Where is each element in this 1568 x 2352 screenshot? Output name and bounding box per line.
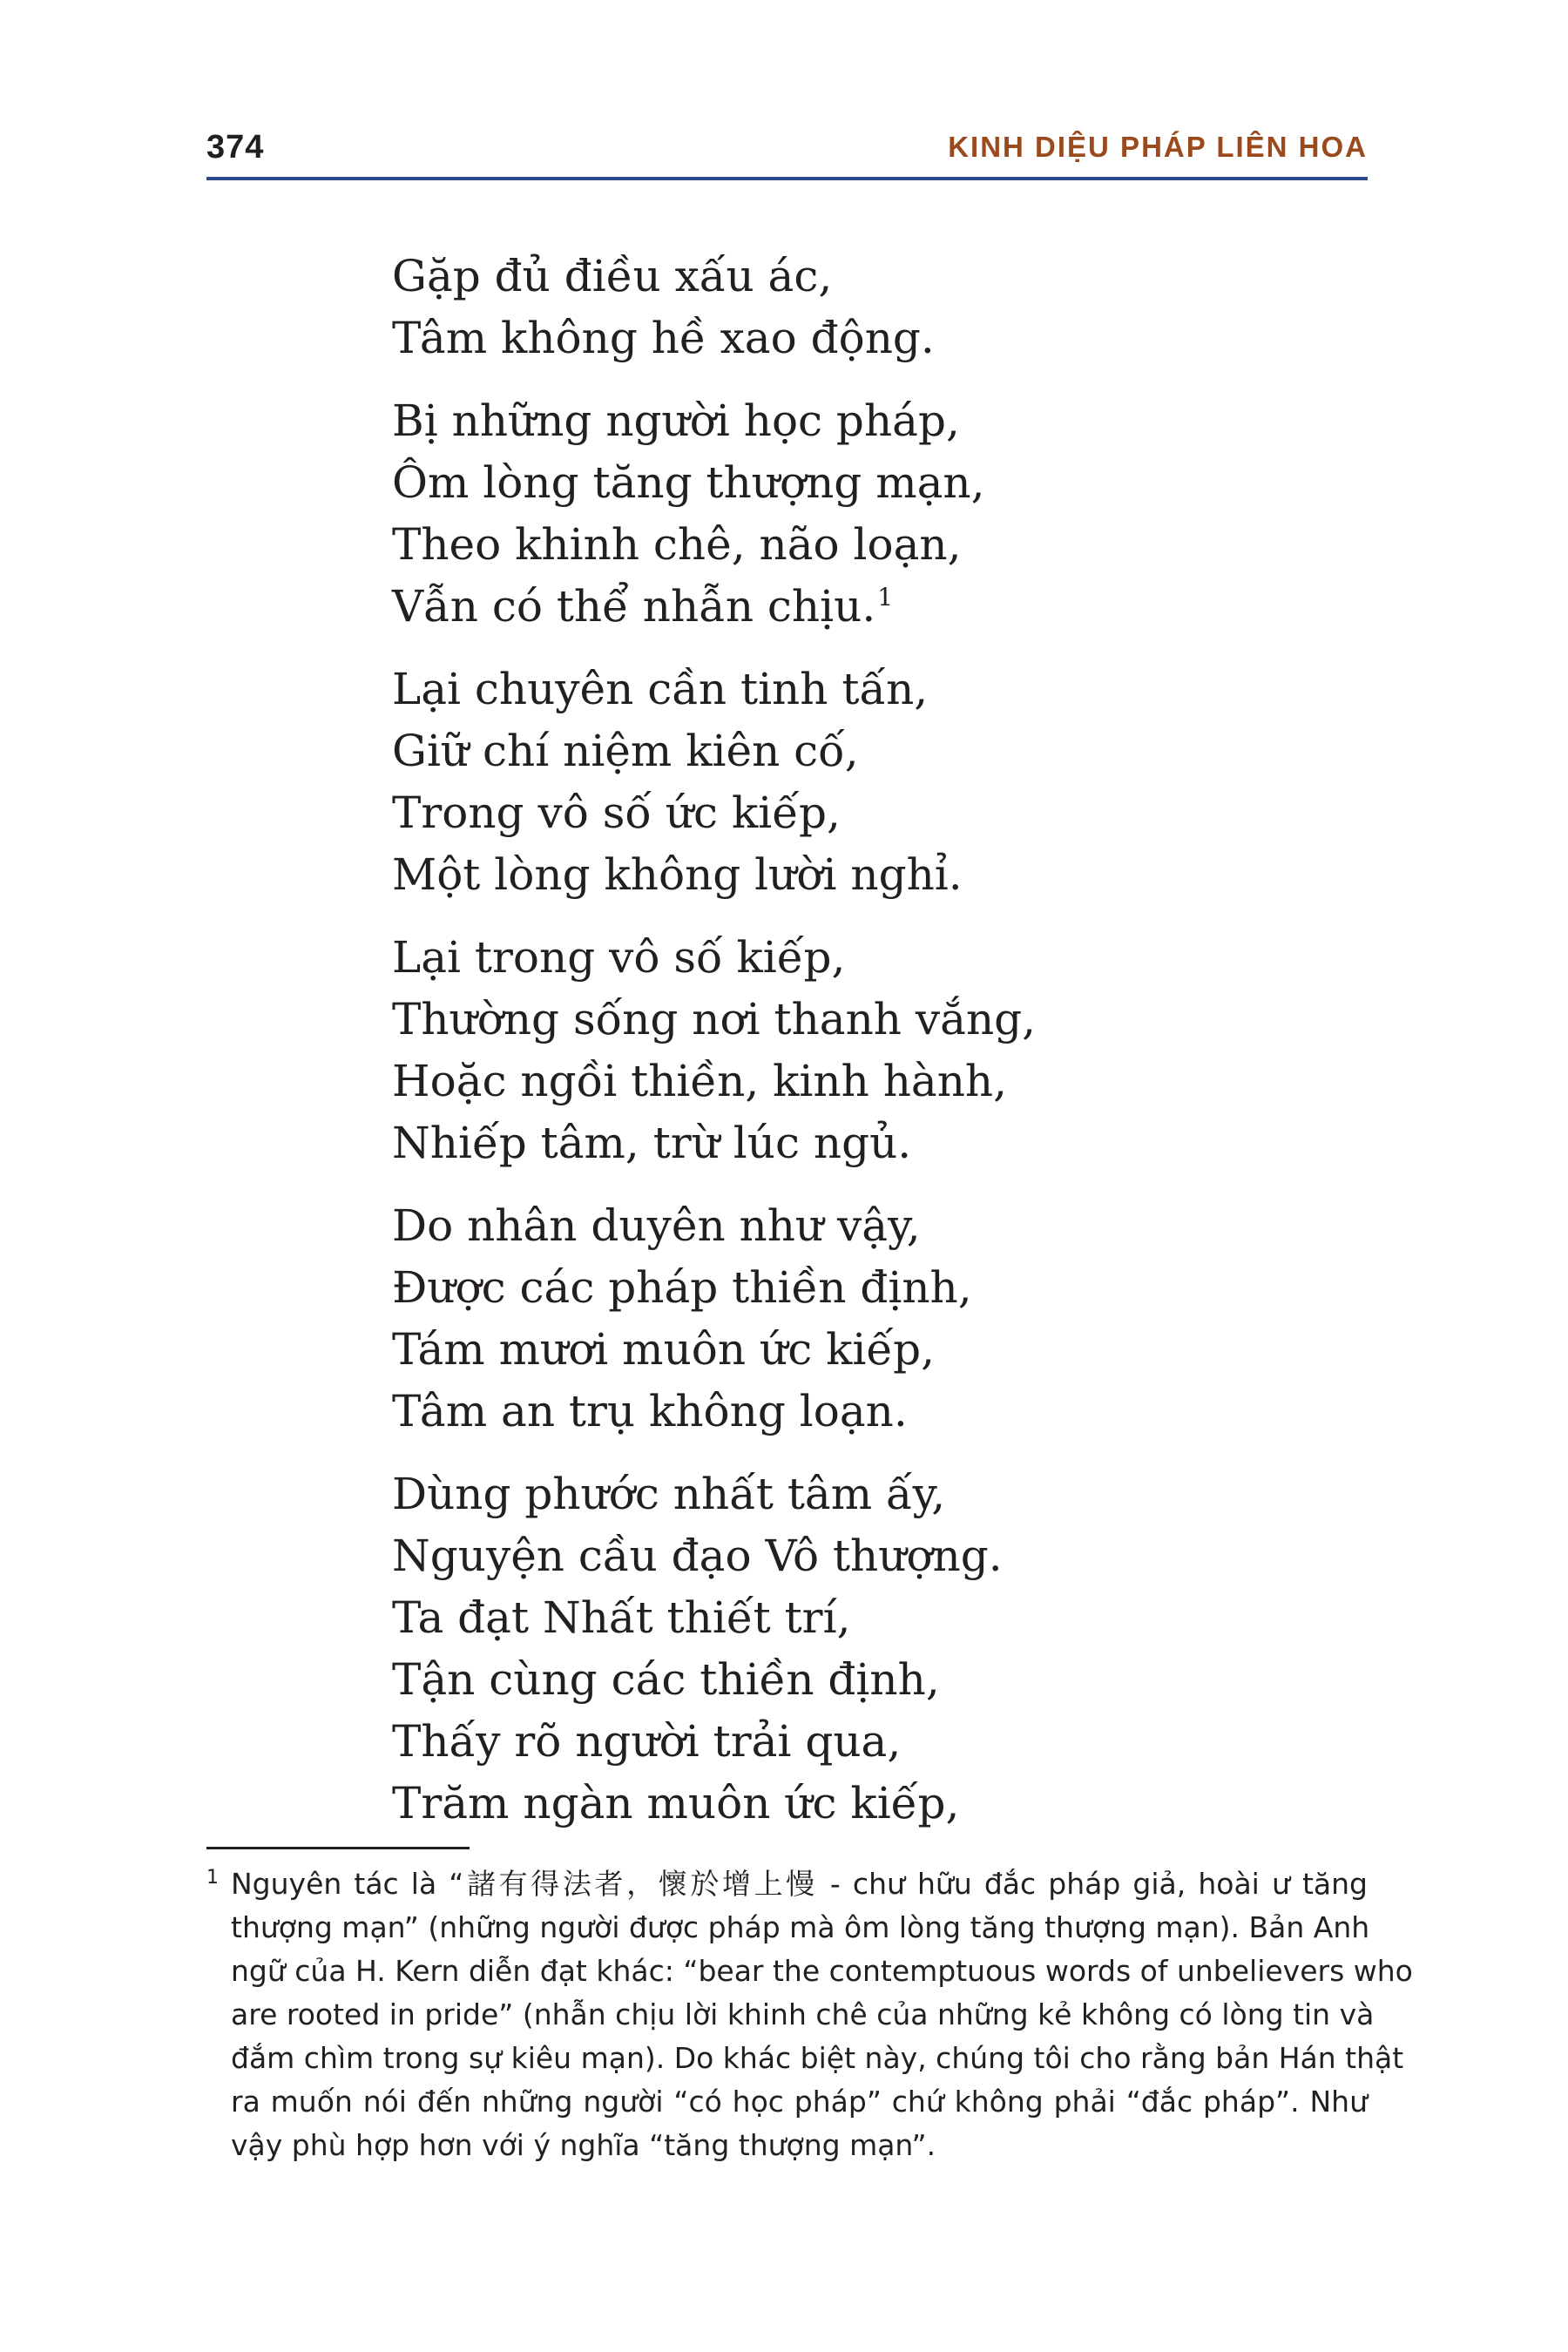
poem-line: Tận cùng các thiền định, [392, 1654, 940, 1705]
stanza [392, 927, 1350, 1174]
footnote-mark: 1 [206, 1867, 219, 1889]
poem-line: Một lòng không lười nghỉ. [392, 849, 963, 900]
poem [392, 246, 1350, 1855]
footnote-separator [206, 1847, 470, 1849]
poem-line: Tâm không hề xao động. [392, 313, 935, 363]
stanza [392, 1195, 1350, 1443]
poem-line: Tám mươi muôn ức kiếp, [392, 1324, 936, 1375]
poem-line: Ôm lòng tăng thượng mạn, [392, 457, 985, 508]
poem-line: Do nhân duyên như vậy, [392, 1200, 921, 1251]
footnote-reference[interactable]: 1 [877, 583, 894, 612]
poem-line: Được các pháp thiền định, [392, 1262, 972, 1313]
poem-line: Theo khinh chê, não loạn, [392, 519, 962, 570]
poem-line: Thường sống nơi thanh vắng, [392, 994, 1037, 1044]
running-title: KINH DIỆU PHÁP LIÊN HOA [948, 131, 1368, 163]
footnote [206, 1862, 1413, 2167]
footnote-line [206, 1862, 1368, 1906]
poem-line: Dùng phước nhất tâm ấy, [392, 1469, 946, 1519]
footnote-line: ra muốn nói đến những người “có học pháp” chứ không phải “đắc pháp”. Như [231, 2085, 1368, 2119]
stanza [392, 1463, 1350, 1835]
poem-line: Gặp đủ điều xấu ác, [392, 251, 833, 301]
poem-line: Lại chuyên cần tinh tấn, [392, 664, 929, 714]
page-number: 374 [206, 129, 265, 166]
poem-line: Lại trong vô số kiếp, [392, 932, 846, 983]
footnote-line: đắm chìm trong sự kiêu mạn). Do khác biệt này, chúng tôi cho rằng bản Hán thật [231, 2041, 1404, 2075]
footnote-line: ngữ của H. Kern diễn đạt khác: “bear the contemptuous words of unbelievers who [231, 1954, 1413, 1988]
poem-line: Thấy rõ người trải qua, [392, 1716, 902, 1767]
poem-line: Trăm ngàn muôn ức kiếp, [392, 1778, 960, 1828]
stanza [392, 246, 1350, 369]
poem-line: Nhiếp tâm, trừ lúc ngủ. [392, 1118, 912, 1168]
stanza [392, 659, 1350, 906]
poem-line: Bị những người học pháp, [392, 395, 960, 446]
stanza [392, 390, 1350, 638]
footnote-line: are rooted in pride” (nhẫn chịu lời khinh chê của những kẻ không có lòng tin và [231, 1997, 1375, 2031]
poem-line: Tâm an trụ không loạn. [392, 1386, 908, 1436]
poem-line: Ta đạt Nhất thiết trí, [392, 1592, 851, 1643]
footnote-line: vậy phù hợp hơn với ý nghĩa “tăng thượng mạn”. [231, 2128, 936, 2162]
footnote-text: Nguyên tác là “諸有得法者，懷於增上慢 - chư hữu đắc pháp giả, hoài ư tăng [231, 1867, 1368, 1901]
poem-line-text: Vẫn có thể nhẫn chịu. [392, 581, 876, 632]
header-rule [206, 177, 1368, 180]
footnote-line: thượng mạn” (những người được pháp mà ôm lòng tăng thượng mạn). Bản Anh [231, 1910, 1370, 1944]
poem-line: Giữ chí niệm kiên cố, [392, 726, 859, 776]
poem-line [392, 576, 1350, 638]
poem-line: Nguyện cầu đạo Vô thượng. [392, 1531, 1003, 1581]
poem-line: Hoặc ngồi thiền, kinh hành, [392, 1056, 1008, 1106]
poem-line: Trong vô số ức kiếp, [392, 787, 841, 838]
